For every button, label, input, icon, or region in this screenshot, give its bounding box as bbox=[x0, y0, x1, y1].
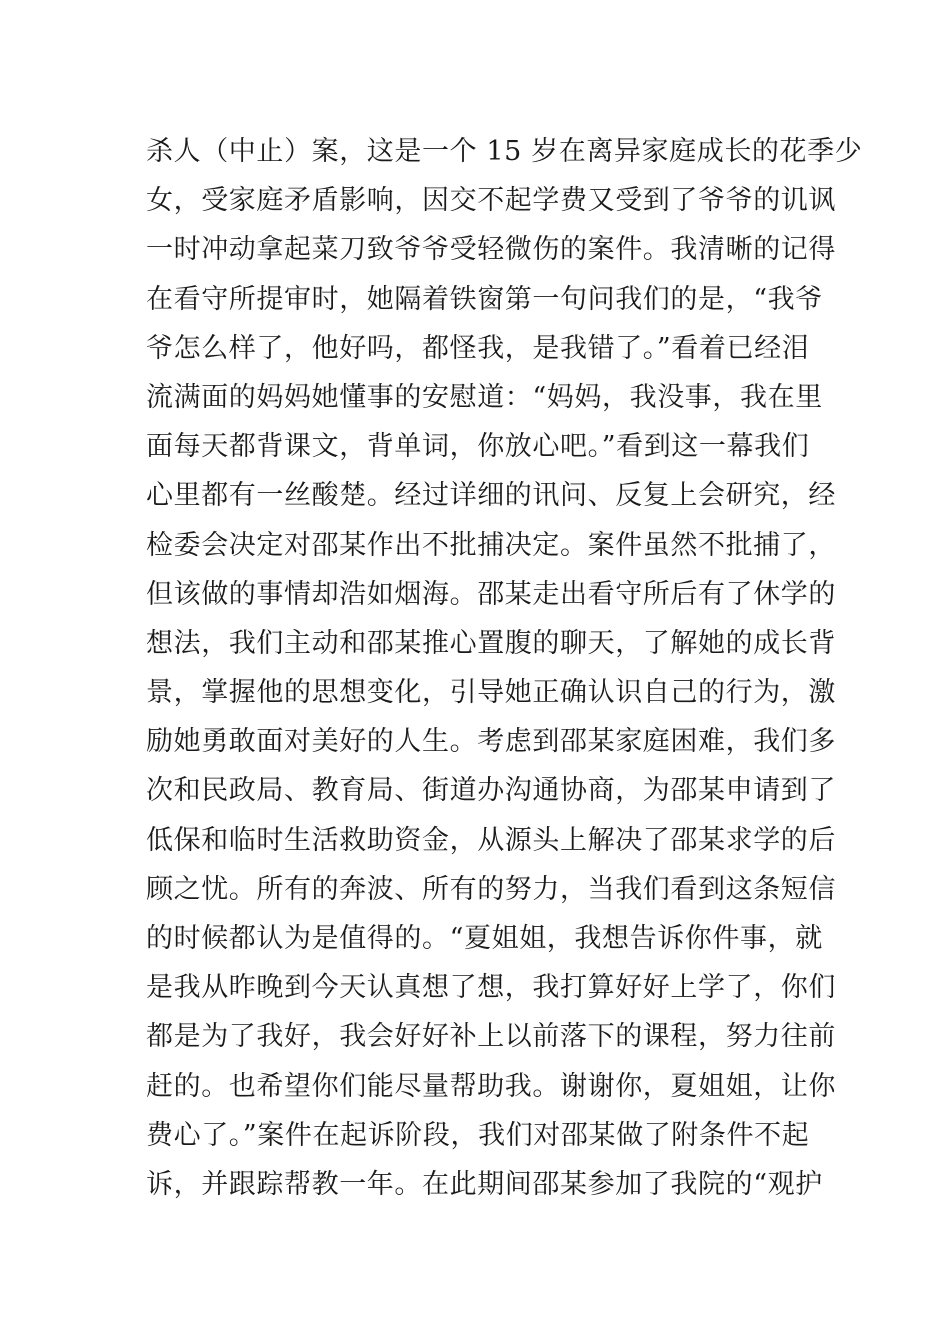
text-line: 爷怎么样了，他好吗，都怪我，是我错了。”看着已经泪 bbox=[146, 332, 810, 364]
text-line: 检委会决定对邵某作出不批捕决定。案件虽然不批捕了， bbox=[146, 529, 836, 561]
text-line: 女，受家庭矛盾影响，因交不起学费又受到了爷爷的讥讽 bbox=[146, 185, 836, 217]
text-line: 费心了。”案件在起诉阶段，我们对邵某做了附条件不起 bbox=[146, 1119, 810, 1151]
text-line: 想法，我们主动和邵某推心置腹的聊天，了解她的成长背 bbox=[146, 627, 836, 659]
text-line: 面每天都背课文，背单词，你放心吧。”看到这一幕我们 bbox=[146, 431, 810, 463]
text-line: 次和民政局、教育局、街道办沟通协商，为邵某申请到了 bbox=[146, 775, 836, 807]
text-line: 是我从昨晚到今天认真想了想，我打算好好上学了，你们 bbox=[146, 972, 836, 1004]
text-line: 一时冲动拿起菜刀致爷爷受轻微伤的案件。我清晰的记得 bbox=[146, 234, 836, 266]
text-line: 赶的。也希望你们能尽量帮助我。谢谢你，夏姐姐，让你 bbox=[146, 1070, 836, 1102]
text-line: 的时候都认为是值得的。“夏姐姐，我想告诉你件事，就 bbox=[146, 923, 823, 954]
text-line: 低保和临时生活救助资金，从源头上解决了邵某求学的后 bbox=[146, 824, 836, 856]
text-line: 但该做的事情却浩如烟海。邵某走出看守所后有了休学的 bbox=[146, 578, 836, 610]
text-line: 都是为了我好，我会好好补上以前落下的课程，努力往前 bbox=[146, 1021, 836, 1053]
text-line: 流满面的妈妈她懂事的安慰道：“妈妈，我没事，我在里 bbox=[146, 381, 823, 413]
text-line: 诉，并跟踪帮教一年。在此期间邵某参加了我院的“观护 bbox=[146, 1168, 823, 1200]
text-line: 景，掌握他的思想变化，引导她正确认识自己的行为，激 bbox=[146, 677, 836, 709]
text-line: 顾之忧。所有的奔波、所有的努力，当我们看到这条短信 bbox=[146, 873, 836, 905]
body-text bbox=[146, 127, 863, 1209]
text-line: 杀人（中止）案，这是一个 15 岁在离异家庭成长的花季少 bbox=[146, 136, 863, 167]
text-line: 心里都有一丝酸楚。经过详细的讯问、反复上会研究，经 bbox=[146, 480, 836, 512]
text-line: 在看守所提审时，她隔着铁窗第一句问我们的是，“我爷 bbox=[146, 283, 823, 315]
text-line: 励她勇敢面对美好的人生。考虑到邵某家庭困难，我们多 bbox=[146, 726, 836, 758]
